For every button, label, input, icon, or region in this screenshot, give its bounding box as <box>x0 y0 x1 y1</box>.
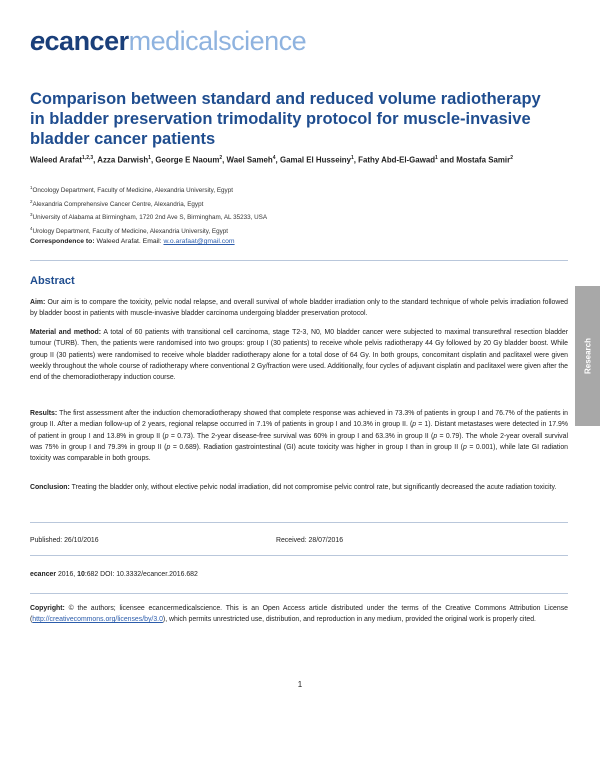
copyright-label: Copyright: <box>30 605 65 612</box>
author-name: Gamal El Husseiny <box>279 155 351 165</box>
abstract-aim <box>30 297 568 320</box>
author-name: George E Naoum <box>155 155 220 165</box>
published-date: Published: 26/10/2016 <box>30 537 99 544</box>
affiliation-item <box>30 183 267 197</box>
citation-journal: ecancer <box>30 571 57 578</box>
author-list <box>30 155 575 165</box>
affiliation-text: Alexandria Comprehensive Cancer Centre, Alexandria, Egypt <box>32 200 204 208</box>
logo-e: e <box>30 26 45 56</box>
article-title: Comparison between standard and reduced volume radiotherapy in bladder preservation trimodality protocol for muscle-invasive bladder cancer patients <box>30 90 541 148</box>
license-link[interactable]: http://creativecommons.org/licenses/by/3.0 <box>32 616 163 624</box>
abstract-results <box>30 408 568 464</box>
citation-doi: :682 DOI: 10.3332/ecancer.2016.682 <box>84 571 198 578</box>
conclusion-label: Conclusion: <box>30 484 70 491</box>
methods-label: Material and method: <box>30 329 101 336</box>
results-label: Results: <box>30 410 58 417</box>
divider <box>30 593 568 594</box>
results-text-5: = 0.689). Radiation gastrointestinal (GI) acute toxicity was higher in group I than in group II ( <box>170 443 463 451</box>
author-name: Azza Darwish <box>97 155 149 165</box>
affiliation-number: 2 <box>30 198 33 204</box>
author-name: Waleed Arafat <box>30 155 83 165</box>
affiliation-list <box>30 183 267 238</box>
conclusion-text: Treating the bladder only, without elective pelvic nodal irradiation, did not compromise pelvic control rate, but significantly decreased the acute radiation toxicity. <box>69 484 557 491</box>
section-tab <box>575 286 600 426</box>
copyright-text-end: ), which permits unrestricted use, distribution, and reproduction in any medium, provided the original work is properly cited. <box>162 616 536 624</box>
affiliation-number: 1 <box>30 185 33 190</box>
affiliation-number: 3 <box>30 212 33 218</box>
methods-text: A total of 60 patients with transitional cell carcinoma, stage T2-3, N0, M0 bladder cancer were subjected to maximal transurethral resection bladder tumour (TURB). Then, the patients were randomised into two groups: group I (30 patients) to receive whole pelvis radiotherapy 44 Gy followed by 20 Gy bladder boost. While group II (30 patients) were randomised to receive whole bladder radiotherapy alone for a total dose of 64 Gy. In both groups, concomitant cisplatin and paclitaxel were given weekly throughout the whole course of radiotherapy where conventional 2 Gy/fraction were used. Additionally, four cycles of adjuvant cisplatin and paclitaxel were given after the end of the chemoradiotherapy induction course. <box>30 329 569 382</box>
affiliation-number: 4 <box>30 226 33 232</box>
author-name: Mostafa Samir <box>456 155 511 165</box>
received-date: Received: 28/07/2016 <box>276 537 344 544</box>
author-affiliation-marker: 4 <box>272 155 276 161</box>
results-text-6: = 0.001), while late GI radiation toxicity was comparable in both groups. <box>30 443 569 463</box>
affiliation-text: Oncology Department, Faculty of Medicine, Alexandria University, Egypt <box>32 187 233 195</box>
p-symbol: p <box>166 443 171 451</box>
journal-logo <box>30 28 306 55</box>
results-text-2: = 1). Distant metastases were detected in 17.9% of patient in group I and 13.8% in group II ( <box>30 421 568 440</box>
aim-text: Our aim is to compare the toxicity, pelvic nodal relapse, and overall survival of whole bladder irradiation only to the standard technique of whole pelvis irradiation followed by bladder boost in patients with muscle-invasive bladder carcinoma undergoing bladder preservation protocol. <box>30 299 568 318</box>
author-name: Fathy Abd-El-Gawad <box>358 155 436 165</box>
citation-volume: 10 <box>77 571 85 578</box>
author-separator: , <box>353 155 356 165</box>
affiliation-item <box>30 210 267 224</box>
logo-medicalscience: medicalscience <box>128 26 307 56</box>
results-text-3: = 0.73). The 2-year disease-free survival was 60% in group I and 63.3% in group II ( <box>168 432 434 440</box>
p-symbol: p <box>433 432 438 440</box>
abstract-conclusion <box>30 482 568 493</box>
author-affiliation-marker: 1 <box>350 155 354 161</box>
p-symbol: p <box>462 443 467 451</box>
aim-label: Aim: <box>30 299 46 306</box>
results-text-1: The first assessment after the induction chemoradiotherapy showed that complete response was achieved in 73.3% of patients in group I and 76.7% of the patients in group II. After a median follow-up of 2 years, regional relapse occurred in 7.1% of patients in group I and 10.3% in group II. ( <box>30 410 568 429</box>
affiliation-text: University of Alabama at Birmingham, 1720 2nd Ave S, Birmingham, AL 35233, USA <box>32 214 268 222</box>
author-affiliation-marker: 2 <box>219 155 223 161</box>
section-tab-label: Research <box>583 337 592 375</box>
affiliation-text: Urology Department, Faculty of Medicine, Alexandria University, Egypt <box>32 228 229 236</box>
correspondence-label: Correspondence to: <box>30 238 95 245</box>
copyright-notice <box>30 603 568 626</box>
citation-year: 2016, <box>56 571 78 578</box>
abstract-heading: Abstract <box>30 275 75 287</box>
author-affiliation-marker: 1,2,3 <box>82 155 94 161</box>
abstract-methods <box>30 327 568 383</box>
results-text-4: = 0.79). The whole 2-year overall survival was 75% in group I and 79.3% in group II ( <box>30 432 568 451</box>
correspondence-text: Waleed Arafat. Email: <box>94 238 164 245</box>
correspondence <box>30 238 235 245</box>
author-affiliation-marker: 2 <box>510 155 513 161</box>
divider <box>30 522 568 523</box>
logo-cancer: cancer <box>44 26 129 56</box>
author-separator: , <box>93 155 96 165</box>
author-separator: , <box>222 155 225 165</box>
copyright-text: © the authors; licensee ecancermedicalscience. This is an Open Access article distributed under the terms of the Creative Commons Attribution License ( <box>30 605 568 624</box>
divider <box>30 555 568 556</box>
author-affiliation-marker: 1 <box>148 155 151 161</box>
citation <box>30 571 198 578</box>
author-separator: , <box>275 155 278 165</box>
affiliation-item <box>30 224 267 238</box>
affiliation-item <box>30 197 267 211</box>
author-separator: and <box>437 155 457 165</box>
divider <box>30 260 568 261</box>
p-symbol: p <box>412 421 417 429</box>
author-separator: , <box>150 155 154 165</box>
author-affiliation-marker: 1 <box>435 155 438 161</box>
author-name: Wael Sameh <box>226 155 273 165</box>
p-symbol: p <box>164 432 169 440</box>
correspondence-email-link[interactable]: w.o.arafaat@gmail.com <box>163 238 235 245</box>
page-number: 1 <box>297 680 303 689</box>
